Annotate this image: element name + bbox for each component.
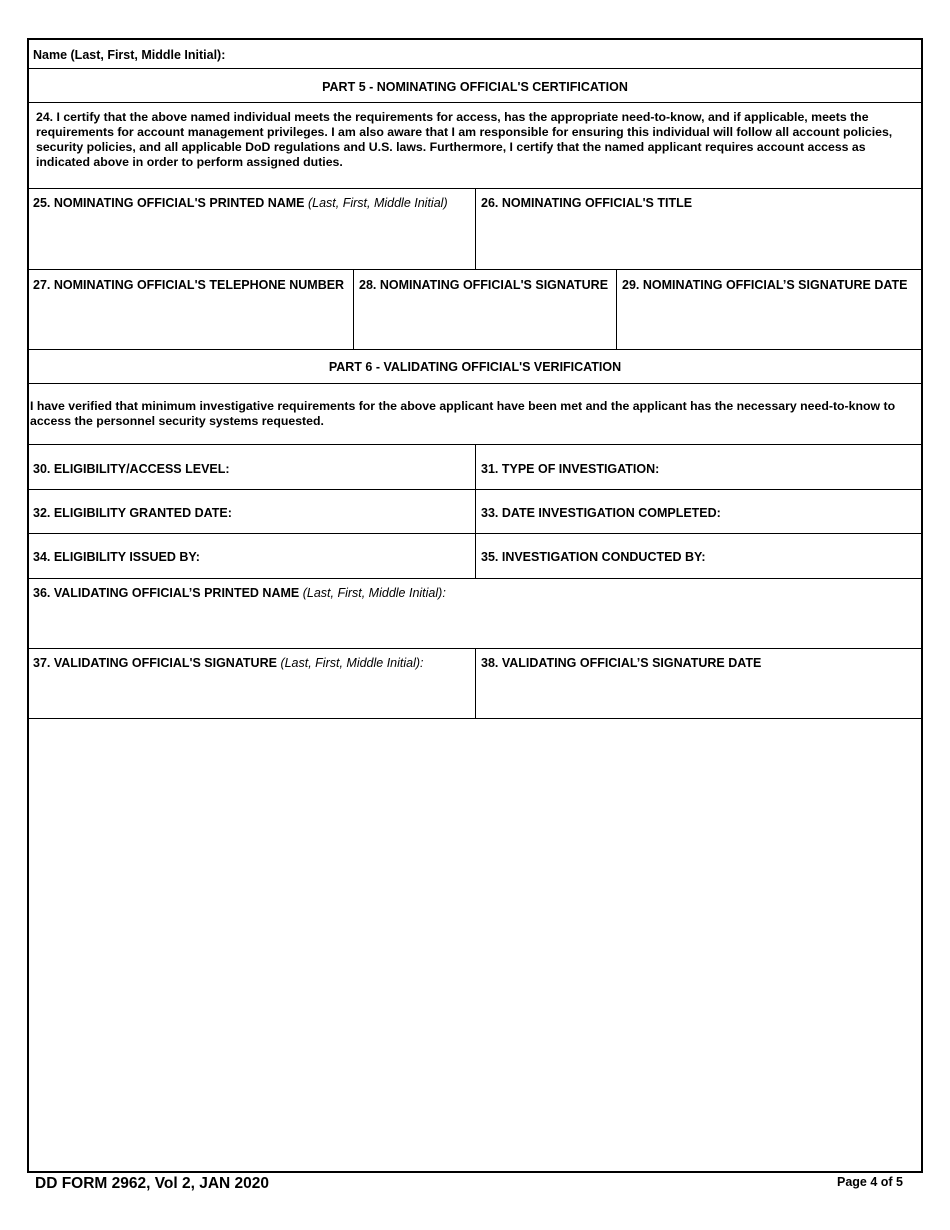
field36-validating-printed-name[interactable] [29, 579, 921, 648]
field34-35-row [29, 534, 921, 579]
field33-investigation-completed-date[interactable] [475, 490, 921, 533]
field28-signature[interactable] [353, 270, 616, 349]
field34-eligibility-issued-by[interactable] [29, 534, 475, 578]
field28-label: 28. NOMINATING OFFICIAL'S SIGNATURE [359, 278, 609, 292]
field25-hint: (Last, First, Middle Initial) [307, 196, 448, 210]
field32-label: 32. ELIGIBILITY GRANTED DATE: [33, 506, 232, 520]
field26-label: 26. NOMINATING OFFICIAL'S TITLE [481, 196, 693, 210]
part5-title: PART 5 - NOMINATING OFFICIAL'S CERTIFICATION [322, 80, 628, 94]
field38-label: 38. VALIDATING OFFICIAL’S SIGNATURE DATE [481, 656, 762, 670]
field27-label: 27. NOMINATING OFFICIAL'S TELEPHONE NUMBER [33, 278, 345, 292]
field37-validating-signature[interactable] [29, 649, 475, 718]
field36-hint: (Last, First, Middle Initial): [302, 586, 446, 600]
part5-title-cell [29, 69, 921, 102]
name-row [29, 40, 921, 69]
field29-signature-date[interactable] [616, 270, 921, 349]
name-field[interactable] [29, 40, 921, 68]
field37-hint: (Last, First, Middle Initial): [280, 656, 424, 670]
field38-validating-signature-date[interactable] [475, 649, 921, 718]
field25-26-row [29, 189, 921, 270]
name-label: Name (Last, First, Middle Initial): [33, 48, 226, 62]
part6-title-cell [29, 350, 921, 383]
field35-investigation-conducted-by[interactable] [475, 534, 921, 578]
verification-text: I have verified that minimum investigative requirements for the above applicant have been met and the applicant has the necessary need-to-know to access the personnel security systems requested. [30, 399, 896, 428]
certification-text: 24. I certify that the above named individual meets the requirements for access, has the appropriate need-to-know, and if applicable, meets the requirements for account management privileges. I am also aware that I am responsible for ensuring this individual will follow all account policies, security policies, and all applicable DoD regulations and U.S. laws. Furthermore, I certify that the named applicant requires account access as indicated above in order to perform assigned duties. [36, 110, 893, 169]
field34-label: 34. ELIGIBILITY ISSUED BY: [33, 550, 200, 564]
page-number: Page 4 of 5 [837, 1175, 903, 1189]
field36-label: 36. VALIDATING OFFICIAL’S PRINTED NAME (Last, First, Middle Initial): [33, 586, 446, 600]
field37-label: 37. VALIDATING OFFICIAL'S SIGNATURE (Last, First, Middle Initial): [33, 656, 424, 670]
field33-label: 33. DATE INVESTIGATION COMPLETED: [481, 506, 721, 520]
field30-label: 30. ELIGIBILITY/ACCESS LEVEL: [33, 462, 230, 476]
field25-printed-name[interactable] [29, 189, 475, 269]
field29-label: 29. NOMINATING OFFICIAL’S SIGNATURE DATE [622, 278, 908, 292]
field30-eligibility-access-level[interactable] [29, 445, 475, 489]
field26-title[interactable] [475, 189, 921, 269]
field32-eligibility-granted-date[interactable] [29, 490, 475, 533]
part6-title: PART 6 - VALIDATING OFFICIAL'S VERIFICATION [328, 360, 622, 374]
field37-38-row [29, 649, 921, 719]
field36-row [29, 579, 921, 649]
field24-row [29, 103, 921, 189]
field27-29-row [29, 270, 921, 350]
field25-label: 25. NOMINATING OFFICIAL'S PRINTED NAME (Last, First, Middle Initial) [33, 196, 448, 210]
field31-investigation-type[interactable] [475, 445, 921, 489]
field30-31-row [29, 445, 921, 490]
field31-label: 31. TYPE OF INVESTIGATION: [481, 462, 660, 476]
part6-header [29, 350, 921, 384]
field27-telephone[interactable] [29, 270, 353, 349]
field35-label: 35. INVESTIGATION CONDUCTED BY: [481, 550, 706, 564]
dd-form-2962-page [27, 38, 923, 1173]
field32-33-row [29, 490, 921, 534]
part5-header [29, 69, 921, 103]
form-identifier: DD FORM 2962, Vol 2, JAN 2020 [35, 1175, 270, 1192]
verification-row [29, 384, 921, 445]
